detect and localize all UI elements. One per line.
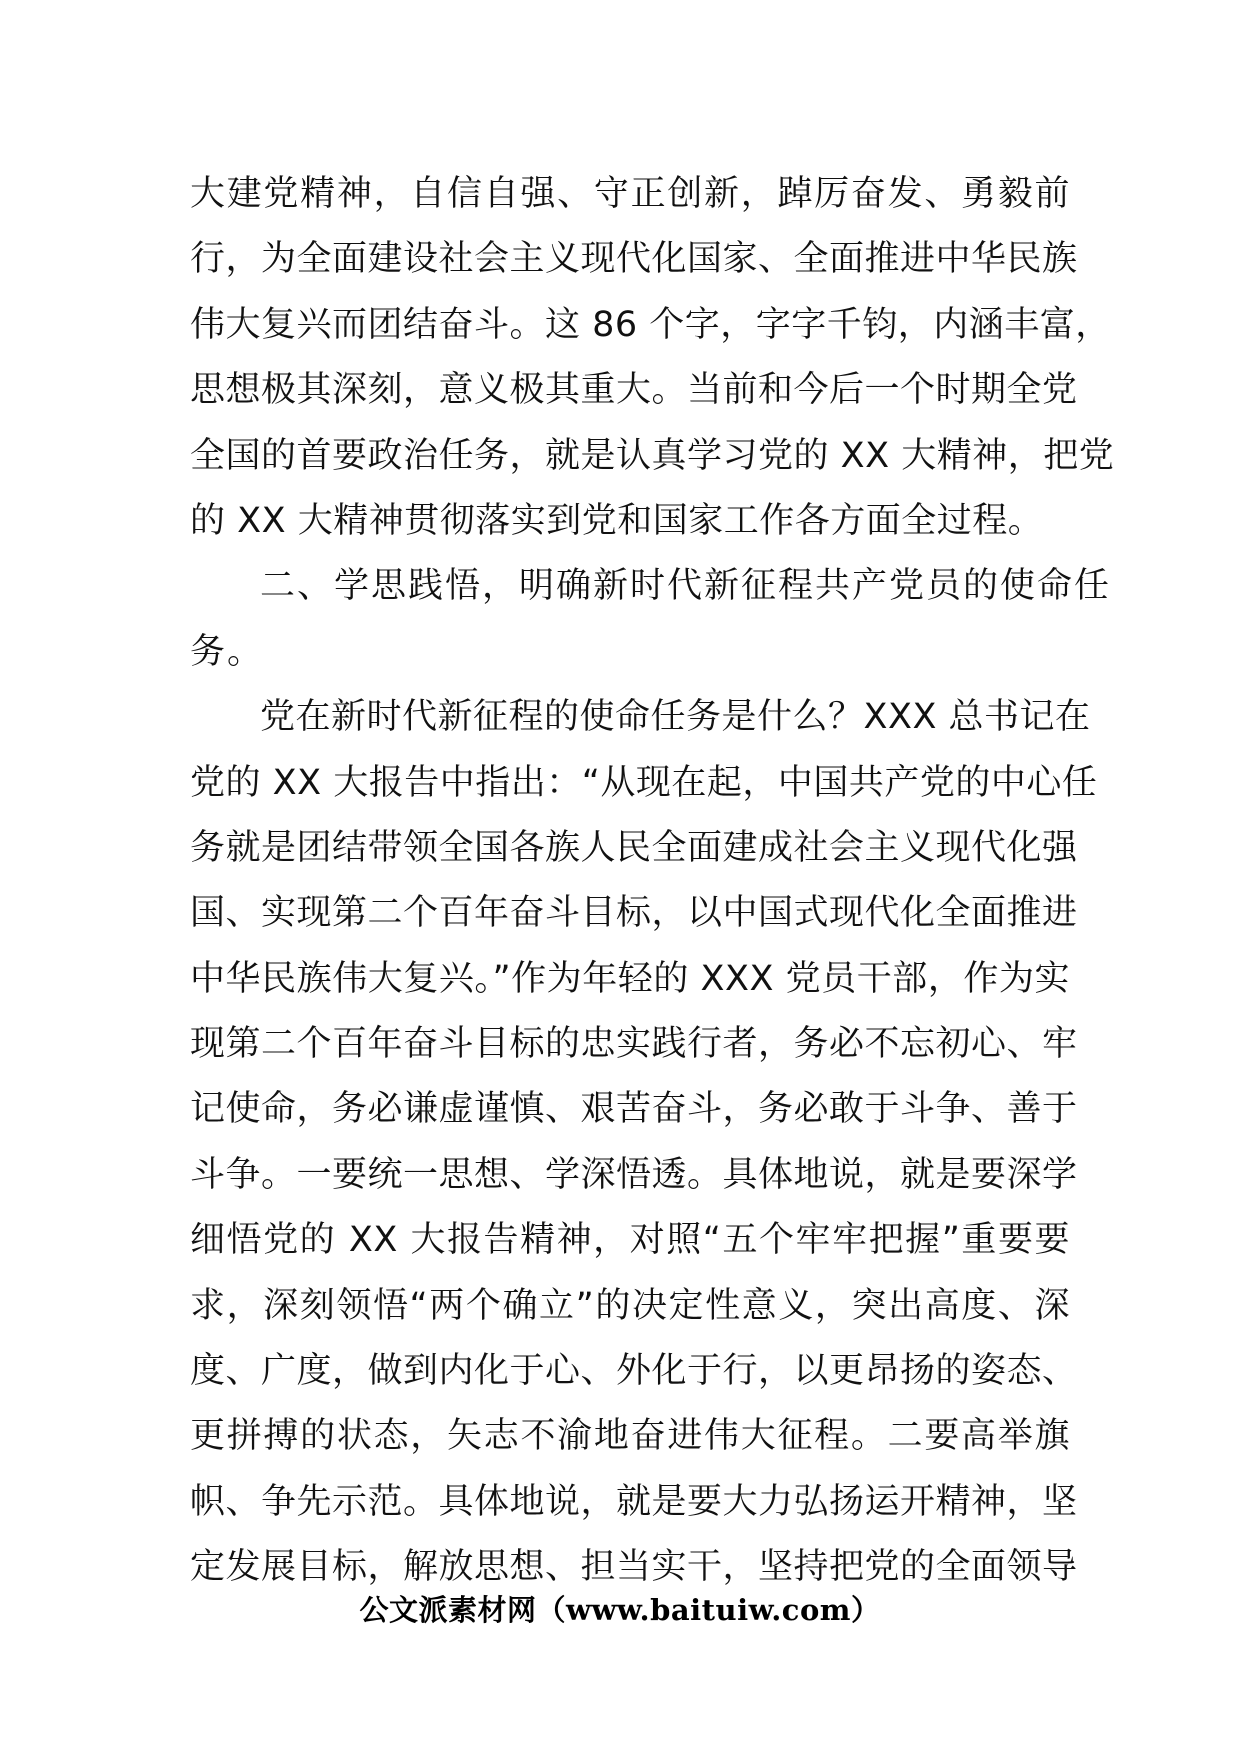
text-line: 度、广度，做到内化于心、外化于行，以更昂扬的姿态、 (190, 1351, 1078, 1392)
text-line: 二、学思践悟，明确新时代新征程共产党员的使命任 (260, 566, 1112, 607)
text-line: 求，深刻领悟“两个确立”的决定性意义，突出高度、深 (190, 1285, 1070, 1326)
paragraph-p3 (190, 685, 1098, 1600)
text-line: 斗争。一要统一思想、学深悟透。具体地说，就是要深学 (190, 1154, 1078, 1195)
text-line: 中华民族伟大复兴。”作为年轻的 XXX 党员干部，作为实 (190, 958, 1070, 999)
document-body (190, 162, 1115, 1601)
paragraph-p1 (190, 162, 1115, 554)
text-line: 大建党精神，自信自强、守正创新，踔厉奋发、勇毅前 (190, 174, 1070, 214)
text-line: 思想极其深刻，意义极其重大。当前和今后一个时期全党 (190, 370, 1078, 411)
text-line: 帜、争先示范。具体地说，就是要大力弘扬运开精神，坚 (190, 1481, 1078, 1522)
text-line: 党的 XX 大报告中指出：“从现在起，中国共产党的中心任 (190, 762, 1098, 803)
paragraph-p2 (190, 554, 1112, 685)
text-line: 党在新时代新征程的使命任务是什么？XXX 总书记在 (260, 697, 1091, 738)
text-line: 行，为全面建设社会主义现代化国家、全面推进中华民族 (190, 239, 1078, 280)
text-line: 务。 (190, 631, 265, 672)
text-line: 伟大复兴而团结奋斗。这 86 个字，字字千钧，内涵丰富， (190, 304, 1111, 345)
text-line: 更拼搏的状态，矢志不渝地奋进伟大征程。二要高举旗 (190, 1416, 1070, 1457)
text-line: 全国的首要政治任务，就是认真学习党的 XX 大精神，把党 (190, 435, 1115, 476)
text-line: 务就是团结带领全国各族人民全面建成社会主义现代化强 (190, 827, 1078, 868)
text-line: 定发展目标，解放思想、担当实干，坚持把党的全面领导 (190, 1547, 1078, 1588)
page-footer-watermark: 公文派素材网（www.baituiw.com） (359, 1593, 881, 1627)
text-line: 国、实现第二个百年奋斗目标，以中国式现代化全面推进 (190, 893, 1078, 934)
text-line: 的 XX 大精神贯彻落实到党和国家工作各方面全过程。 (190, 500, 1044, 541)
text-line: 细悟党的 XX 大报告精神，对照“五个牢牢把握”重要要 (190, 1220, 1070, 1261)
text-line: 记使命，务必谦虚谨慎、艰苦奋斗，务必敢于斗争、善于 (190, 1089, 1078, 1130)
text-line: 现第二个百年奋斗目标的忠实践行者，务必不忘初心、牢 (190, 1024, 1078, 1065)
